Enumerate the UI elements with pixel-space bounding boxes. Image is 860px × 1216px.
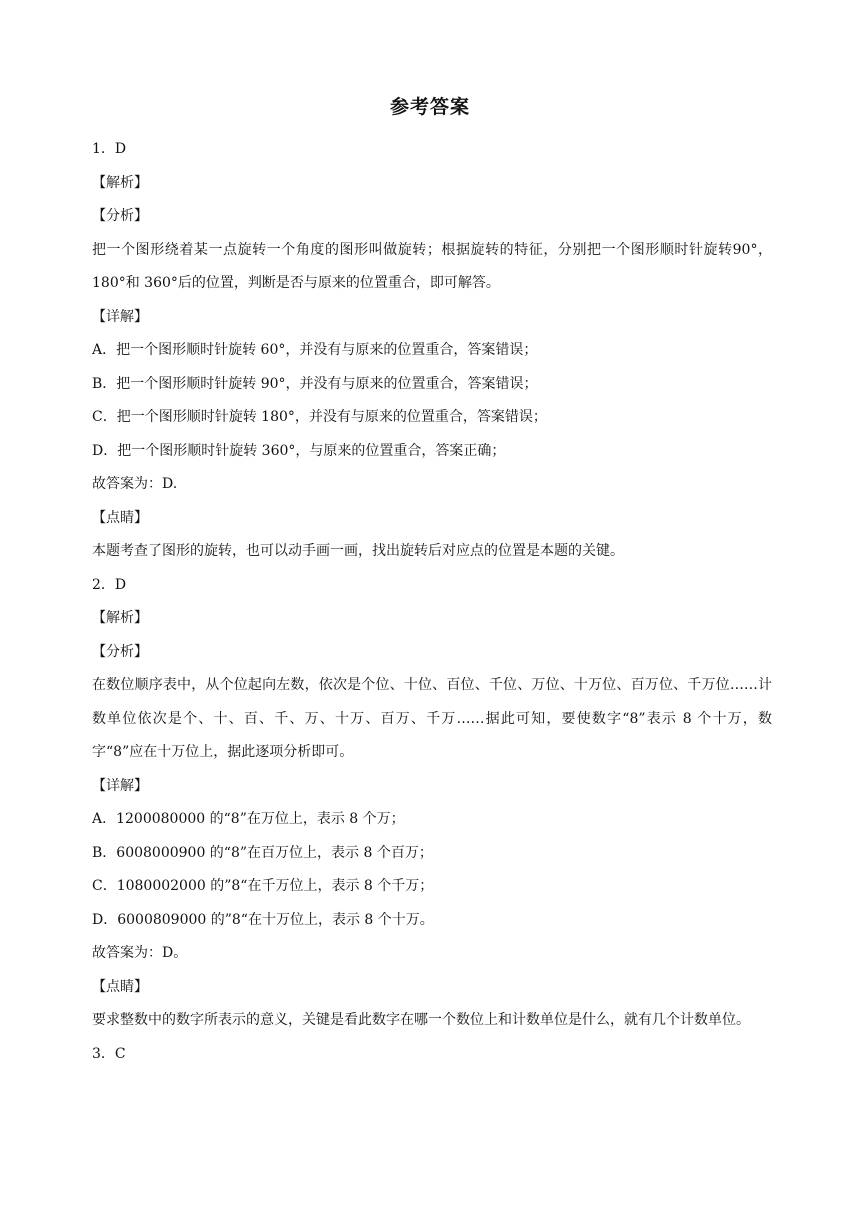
- q2-option-b: B．6008000900 的“8”在百万位上，表示 8 个百万；: [92, 844, 433, 861]
- q1-fenxi-label: 【分析】: [92, 208, 148, 224]
- q3-answer: 3．C: [92, 1045, 126, 1062]
- page-title: 参考答案: [389, 96, 470, 118]
- q1-analysis-text: 把一个图形绕着某一点旋转一个角度的图形叫做旋转；根据旋转的特征，分别把一个图形顺时针旋转90°，180°和 360°后的位置，判断是否与原来的位置重合，即可解答。: [92, 241, 772, 291]
- q2-analysis-text: 在数位顺序表中，从个位起向左数，依次是个位、十位、百位、千位、万位、十万位、百万位、千万位……计数单位依次是个、十、百、千、万、十万、百万、千万……据此可知，要使数字“8”表示 8 个十万，数字“8”应在十万位上，据此逐项分析即可。: [92, 677, 772, 760]
- q1-option-b: B．把一个图形顺时针旋转 90°，并没有与原来的位置重合，答案错误；: [92, 375, 538, 392]
- q2-fenxi-label: 【分析】: [92, 643, 148, 660]
- q1-xiangjie-label: 【详解】: [92, 308, 148, 325]
- q2-jiexi-label: 【解析】: [92, 610, 148, 626]
- q1-answer: 1．D: [92, 141, 127, 157]
- answer-content: [92, 133, 772, 1071]
- q1-dianjing-label: 【点睛】: [92, 509, 148, 526]
- q1-option-a: A．把一个图形顺时针旋转 60°，并没有与原来的位置重合，答案错误；: [92, 342, 538, 358]
- q1-option-d: D．把一个图形顺时针旋转 360°，与原来的位置重合，答案正确；: [92, 442, 506, 459]
- q1-conclusion: 故答案为：D.: [92, 476, 178, 492]
- q2-option-d: D．6000809000 的”8“在十万位上，表示 8 个十万。: [92, 911, 434, 928]
- q1-option-c: C．把一个图形顺时针旋转 180°，并没有与原来的位置重合，答案错误；: [92, 409, 547, 425]
- q2-comment: 要求整数中的数字所表示的意义，关键是看此数字在哪一个数位上和计数单位是什么，就有几个计数单位。: [92, 1012, 750, 1028]
- q2-answer: 2．D: [92, 576, 127, 593]
- q1-comment: 本题考查了图形的旋转，也可以动手画一画，找出旋转后对应点的位置是本题的关键。: [92, 543, 624, 559]
- q1-jiexi-label: 【解析】: [92, 174, 148, 191]
- q2-xiangjie-label: 【详解】: [92, 777, 148, 794]
- q2-option-a: A．1200080000 的“8”在万位上，表示 8 个万；: [92, 811, 405, 827]
- q2-conclusion: 故答案为：D。: [92, 945, 188, 961]
- q2-dianjing-label: 【点睛】: [92, 978, 148, 995]
- q2-option-c: C．1080002000 的”8“在千万位上，表示 8 个千万；: [92, 878, 434, 894]
